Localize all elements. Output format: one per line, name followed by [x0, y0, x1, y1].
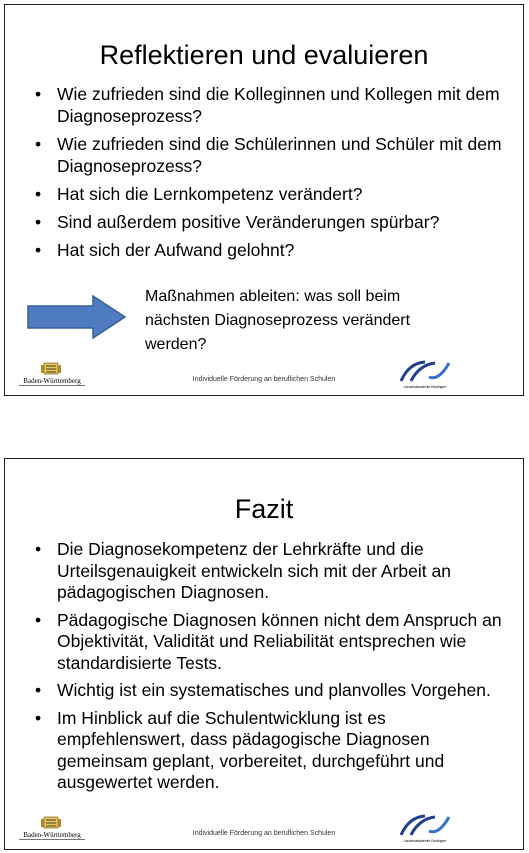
list-item: • Pädagogische Diagnosen können nicht dem Anspruch an Objektivität, Validität und Reliabilität entsprechen wie standardisierte Tests. — [35, 609, 502, 673]
list-item: • Wie zufrieden sind die Kolleginnen und Kollegen mit dem Diagnoseprozess? — [35, 84, 500, 126]
list-item: • Sind außerdem positive Veränderungen spürbar? — [35, 212, 440, 232]
bullet-icon: • — [35, 212, 42, 232]
bullet-icon: • — [35, 184, 42, 204]
landesakademie-logo: Landesakademie Esslingen — [395, 813, 455, 843]
slide-title: Fazit — [234, 494, 294, 524]
right-arrow-icon — [27, 295, 127, 339]
crest-icon — [41, 815, 61, 829]
footer-text: Individuelle Förderung an beruflichen Schulen — [192, 830, 336, 837]
list-item: • Im Hinblick auf die Schulentwicklung ist es empfehlenswert, dass pädagogische Diagnosen gemeinsam geplant, vorbereitet, durchgeführt und ausgewertet werden. — [35, 707, 445, 792]
bullet-icon: • — [35, 134, 42, 154]
crest-icon — [41, 361, 61, 375]
landesakademie-icon — [395, 359, 455, 383]
bullet-list — [35, 539, 509, 800]
slide-reflektieren — [4, 4, 524, 396]
bullet-icon: • — [35, 707, 42, 728]
bullet-icon: • — [35, 84, 42, 104]
slide-fazit — [4, 458, 524, 850]
slide-title: Reflektieren und evaluieren — [99, 40, 429, 70]
baden-wuerttemberg-logo: Baden-Württemberg — [17, 815, 87, 843]
landesakademie-icon — [395, 813, 455, 837]
bullet-icon: • — [35, 240, 42, 260]
divider — [19, 839, 85, 840]
list-item: • Hat sich die Lernkompetenz verändert? — [35, 184, 363, 204]
bullet-icon: • — [35, 680, 42, 700]
list-item: • Die Diagnosekompetenz der Lehrkräfte und die Urteilsgenauigkeit entwickeln sich mit der Arbeit an pädagogischen Diagnosen. — [35, 539, 451, 602]
landesakademie-logo: Landesakademie Esslingen — [395, 359, 455, 389]
bullet-icon: • — [35, 609, 42, 630]
note-text: Maßnahmen ableiten: was soll beim nächsten Diagnoseprozess verändert werden? — [145, 288, 411, 353]
bullet-list — [35, 83, 509, 267]
list-item: • Wie zufrieden sind die Schülerinnen und Schüler mit dem Diagnoseprozess? — [35, 134, 502, 176]
list-item: • Hat sich der Aufwand gelohnt? — [35, 240, 295, 260]
baden-wuerttemberg-logo: Baden-Württemberg — [17, 361, 87, 389]
footer-text: Individuelle Förderung an beruflichen Schulen — [192, 376, 336, 383]
bullet-icon: • — [35, 539, 42, 559]
divider — [19, 385, 85, 386]
list-item: • Wichtig ist ein systematisches und planvolles Vorgehen. — [35, 680, 491, 700]
